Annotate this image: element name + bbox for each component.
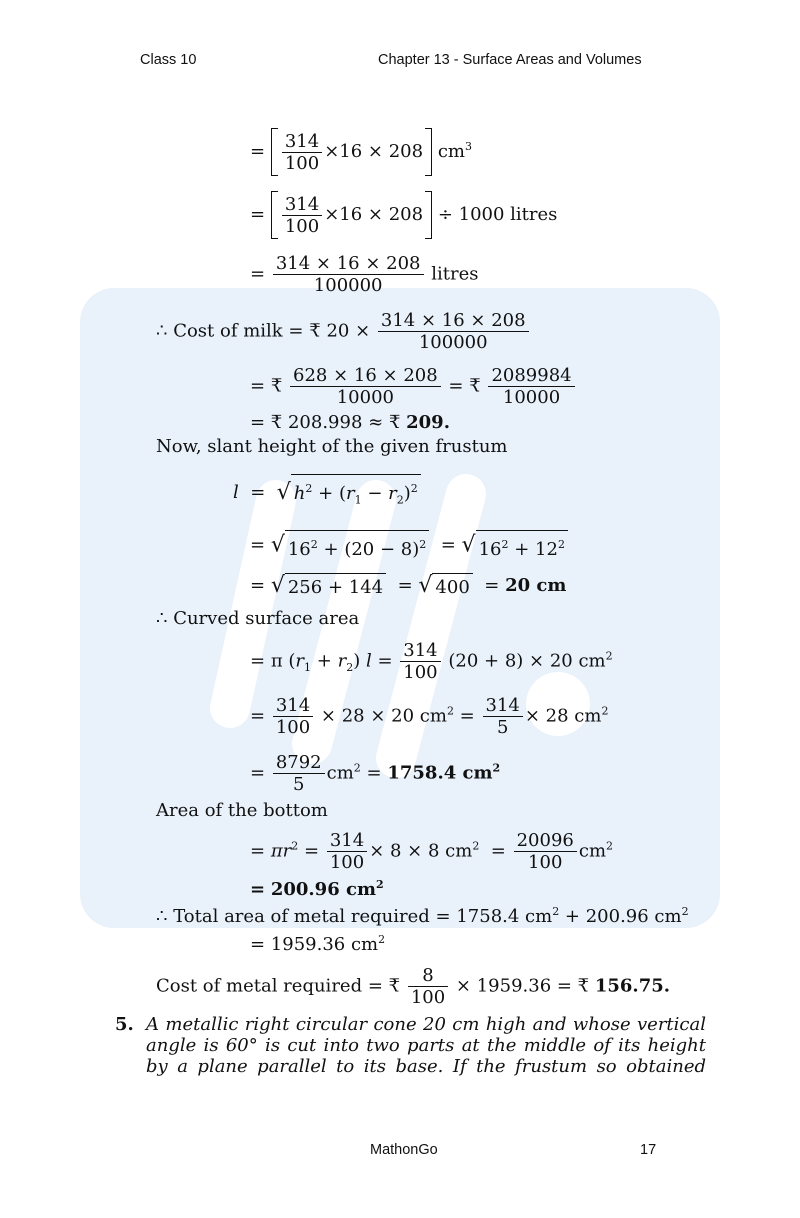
total-area-line: ∴ Total area of metal required = 1758.4 $cm^2 + 200.96$ $cm^2$ — [156, 905, 689, 927]
csa-line-2: = $\frac{314}{100}$ × 28 × 20 $cm^2$ = $\frac{314}{5}$ × 28 $cm^2$ — [250, 695, 609, 738]
curved-surface-area-label: ∴ Curved surface area — [156, 608, 360, 629]
question-number: 5. — [115, 1014, 134, 1035]
slant-height-step-2: = √ 256 + 144 = √ 400 = 20 cm — [250, 573, 567, 598]
csa-line-3: = $\frac{8792}{5}$ $cm^2 = 1758.4$ $cm^2$ — [250, 752, 501, 795]
header-class-label: Class 10 — [140, 52, 197, 68]
csa-line-1: = π $(r_1 + r_2) l$ = $\frac{314}{100}$ (20 + 8) × 20 $cm^2$ — [250, 640, 613, 683]
equation-line-3: = $\frac{314 \times 16 \times 208}{100000}$ litres — [250, 253, 479, 296]
equation-line-5: = ₹ $\frac{628 \times 16 \times 208}{10000}$ = ₹ $\frac{2089984}{10000}$ — [250, 365, 577, 408]
slant-height-text: Now, slant height of the given frustum — [156, 436, 508, 457]
equation-line-6: = ₹ 208.998 ≈ ₹ 209. — [250, 412, 450, 433]
equation-line-1: = $\frac{314}{100}$ ×16 × 208 $cm^3$ — [250, 128, 472, 176]
footer-brand: MathonGo — [370, 1142, 438, 1158]
slant-height-formula: l = √ $h^2 + (r_1 - r_2)^2$ — [233, 474, 421, 512]
question-text: A metallic right circular cone 20 cm high and whose vertical angle is 60° is cut into two parts at the middle of its height by a plane parallel to its base. If the frustum so obtained — [146, 1014, 706, 1077]
header-chapter-title: Chapter 13 - Surface Areas and Volumes — [378, 52, 642, 68]
equation-line-2: = $\frac{314}{100}$ ×16 × 208 ÷ 1000 litres — [250, 191, 557, 239]
slant-height-step-1: = √ $16^2 + (20 - 8)^2$ = √ $16^2 + 12^2$ — [250, 530, 568, 561]
bottom-area-line-2: = 200.96 $cm^2$ — [250, 878, 384, 900]
page-number: 17 — [640, 1142, 657, 1158]
cost-of-metal-line: Cost of metal required = ₹ $\frac{8}{100}$ × 1959.36 = ₹ 156.75. — [156, 965, 671, 1008]
total-area-value: = 1959.36 $cm^2$ — [250, 933, 386, 955]
area-of-bottom-label: Area of the bottom — [156, 800, 328, 821]
bottom-area-line-1: = $\pi r^2$ = $\frac{314}{100}$ × 8 × 8 $cm^2$ = $\frac{20096}{100}$ $cm^2$ — [250, 830, 614, 873]
cost-of-milk-line: ∴ Cost of milk = ₹ 20 × $\frac{314 \times 16 \times 208}{100000}$ — [156, 310, 531, 353]
